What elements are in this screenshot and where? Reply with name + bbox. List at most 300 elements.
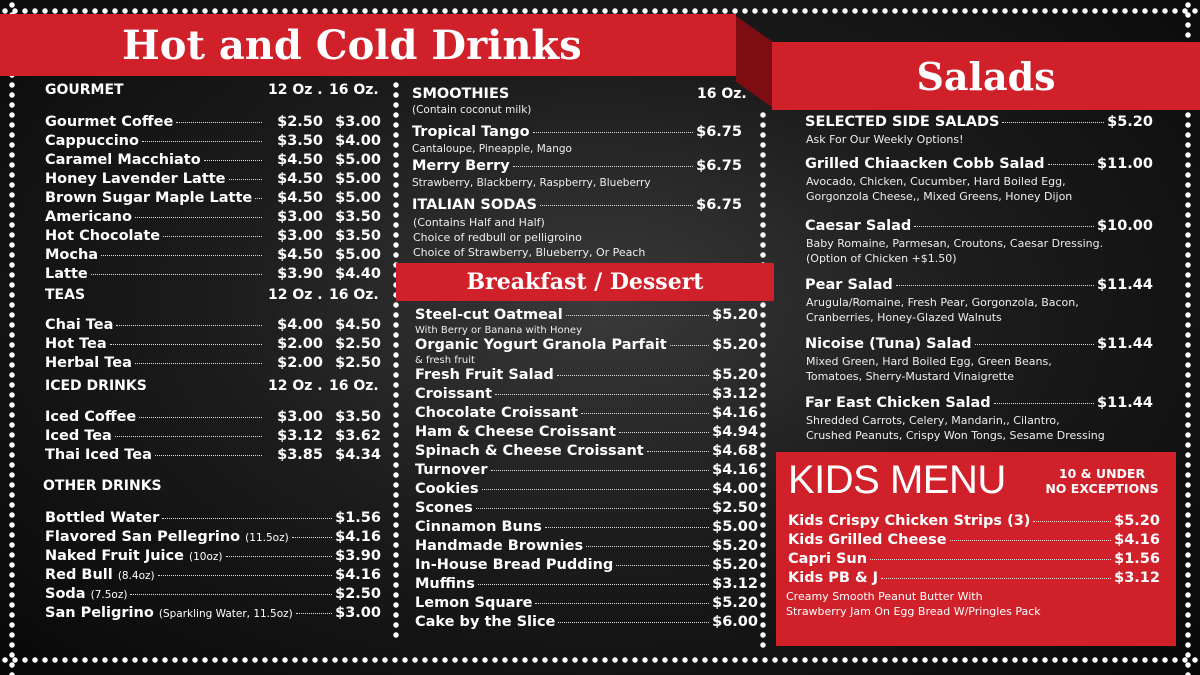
iced-size-16: 16 Oz. [329, 378, 379, 394]
leader-dots [566, 315, 709, 316]
leader-dots [616, 565, 709, 566]
salad-description: Mixed Green, Hard Boiled Egg, Green Beans, [806, 355, 1052, 368]
leader-dots [482, 489, 709, 490]
menu-item-row [415, 386, 758, 402]
salad-description: Arugula/Romaine, Fresh Pear, Gorgonzola, Bacon, [806, 296, 1079, 309]
hot-cold-drinks-banner [0, 14, 736, 76]
menu-item-row [415, 576, 758, 592]
item-name-text: Capri Sun [788, 551, 868, 567]
item-name-text: Honey Lavender Latte [45, 171, 226, 187]
menu-item-row [45, 266, 381, 282]
item-name [415, 462, 488, 478]
price-16oz: $5.00 [335, 190, 381, 206]
item-name [788, 551, 867, 567]
item-name [415, 443, 644, 459]
salad-description: (Option of Chicken +$1.50) [806, 252, 957, 265]
smoothie-description: Strawberry, Blackberry, Raspberry, Blueberry [412, 177, 651, 189]
leader-dots [914, 226, 1094, 227]
leader-dots [619, 432, 709, 433]
price: $3.12 [1114, 570, 1160, 586]
leader-dots [292, 537, 332, 538]
price: $5.20 [712, 538, 758, 554]
breakfast-banner [396, 263, 774, 301]
item-name-text: Chai Tea [45, 317, 114, 333]
item-name-text: Nicoise (Tuna) Salad [805, 336, 972, 352]
item-name [415, 481, 479, 497]
italian-sodas-line: Choice of redbull or pelligroino [413, 231, 582, 244]
menu-item-row [45, 336, 381, 352]
item-name-text: Ham & Cheese Croissant [415, 424, 616, 440]
menu-item-row [45, 209, 381, 225]
leader-dots [545, 527, 709, 528]
leader-dots [158, 575, 332, 576]
breakfast-item-description: & fresh fruit [415, 355, 475, 366]
item-size-note: (Sparkling Water, 11.5oz) [158, 608, 293, 620]
item-name [45, 336, 107, 352]
item-name-text: Caramel Macchiato [45, 152, 201, 168]
menu-item-row [805, 156, 1153, 172]
salad-description: Tomatoes, Sherry-Mustard Vinaigrette [806, 370, 1015, 383]
menu-item-row [412, 158, 742, 174]
item-name [805, 218, 911, 234]
italian-sodas-line: (Contains Half and Half) [413, 216, 545, 229]
item-name-text: Herbal Tea [45, 355, 132, 371]
italian-sodas-row [412, 197, 742, 213]
leader-dots [1048, 164, 1094, 165]
item-name [45, 209, 132, 225]
price: $4.50 [277, 247, 323, 263]
kids-age-note [1036, 466, 1168, 496]
leader-dots [296, 613, 332, 614]
bottom-dot-border [0, 655, 1200, 665]
price-16oz: $3.00 [335, 114, 381, 130]
menu-item-row [45, 409, 381, 425]
price: $1.56 [1114, 551, 1160, 567]
item-name [415, 367, 554, 383]
leader-dots [1033, 521, 1111, 522]
item-size-note: (7.5oz) [90, 589, 128, 601]
item-name-text: Handmade Brownies [415, 538, 584, 554]
price: $4.00 [277, 317, 323, 333]
menu-item-row [788, 570, 1160, 586]
leader-dots [1002, 122, 1104, 123]
breakfast-item-description: With Berry or Banana with Honey [415, 325, 582, 336]
italian-sodas-heading: ITALIAN SODAS [412, 197, 537, 213]
menu-item-row [415, 405, 758, 421]
price: $3.85 [277, 447, 323, 463]
item-name [45, 355, 132, 371]
menu-item-row [805, 114, 1153, 130]
item-name-text: Pear Salad [805, 277, 893, 293]
menu-item-row [415, 443, 758, 459]
price-16oz: $4.00 [335, 133, 381, 149]
item-name-text: Steel-cut Oatmeal [415, 307, 563, 323]
price: $2.00 [277, 355, 323, 371]
gourmet-heading: GOURMET [45, 82, 124, 98]
price: $2.50 [277, 114, 323, 130]
item-name-text: Grilled Chiaacken Cobb Salad [805, 156, 1045, 172]
price: $3.00 [335, 605, 381, 621]
menu-item-row [415, 424, 758, 440]
kids-no-exceptions: NO EXCEPTIONS [1045, 481, 1159, 496]
price-16oz: $4.40 [335, 266, 381, 282]
kids-menu-title: KIDS MENU [788, 458, 1006, 502]
leader-dots [557, 375, 709, 376]
price: $3.12 [712, 576, 758, 592]
price-16oz: $3.50 [335, 209, 381, 225]
price-16oz: $2.50 [335, 355, 381, 371]
item-name [45, 529, 289, 545]
leader-dots [91, 274, 262, 275]
item-name [415, 557, 613, 573]
price: $3.50 [277, 133, 323, 149]
item-name-text: Fresh Fruit Salad [415, 367, 554, 383]
item-name-text: Kids Grilled Cheese [788, 532, 947, 548]
item-name-text: Merry Berry [412, 158, 510, 174]
item-name [45, 247, 98, 263]
item-name-text: Croissant [415, 386, 493, 402]
smoothies-note: (Contain coconut milk) [412, 104, 532, 116]
gourmet-size-16: 16 Oz. [329, 82, 379, 98]
price: $6.00 [712, 614, 758, 630]
item-name [45, 567, 155, 583]
item-name [805, 336, 972, 352]
price-16oz: $3.50 [335, 228, 381, 244]
divider-dots-1 [391, 80, 401, 640]
menu-item-row [415, 367, 758, 383]
price: $11.44 [1097, 336, 1153, 352]
price-16oz: $4.50 [335, 317, 381, 333]
price: $1.56 [335, 510, 381, 526]
item-name-text: Soda [45, 586, 86, 602]
menu-item-row [415, 519, 758, 535]
price-16oz: $4.34 [335, 447, 381, 463]
leader-dots [495, 394, 709, 395]
price: $3.12 [277, 428, 323, 444]
menu-item-row [45, 355, 381, 371]
price: $5.20 [712, 307, 758, 323]
item-name [45, 171, 226, 187]
leader-dots [975, 344, 1094, 345]
item-name-text: Kids Crispy Chicken Strips (3) [788, 513, 1031, 529]
item-name-text: Iced Tea [45, 428, 112, 444]
menu-item-row [45, 133, 381, 149]
item-name-text: Brown Sugar Maple Latte [45, 190, 253, 206]
item-name-text: Chocolate Croissant [415, 405, 579, 421]
item-name [805, 277, 893, 293]
menu-item-row [415, 614, 758, 630]
item-size-note: (11.5oz) [245, 532, 289, 544]
gourmet-size-12: 12 Oz . [268, 82, 323, 98]
item-name [415, 386, 492, 402]
price: $4.00 [712, 481, 758, 497]
price: $4.16 [712, 462, 758, 478]
menu-item-row [45, 529, 381, 545]
menu-item-row [805, 218, 1153, 234]
item-name-text: Hot Tea [45, 336, 107, 352]
menu-item-row [45, 567, 381, 583]
item-name-text: Organic Yogurt Granola Parfait [415, 337, 667, 353]
item-name [412, 158, 510, 174]
left-dot-border [7, 0, 17, 675]
italian-sodas-line: Choice of Strawberry, Blueberry, Or Peach [413, 246, 646, 259]
price: $4.16 [335, 567, 381, 583]
leader-dots [226, 556, 333, 557]
price: $3.00 [277, 209, 323, 225]
item-name [805, 395, 991, 411]
leader-dots [115, 436, 262, 437]
item-name-text: Naked Fruit Juice [45, 548, 184, 564]
item-name-text: Flavored San Pellegrino [45, 529, 241, 545]
menu-item-row [415, 595, 758, 611]
other-drinks-heading: OTHER DRINKS [43, 478, 162, 494]
price-16oz: $3.50 [335, 409, 381, 425]
leader-dots [870, 559, 1111, 560]
kids-note-line: Creamy Smooth Peanut Butter With [786, 590, 983, 603]
item-name-text: Cookies [415, 481, 479, 497]
leader-dots [647, 451, 709, 452]
divider-dots-2 [758, 110, 768, 650]
smoothies-heading: SMOOTHIES [412, 86, 510, 102]
smoothie-description: Cantaloupe, Pineapple, Mango [412, 143, 572, 155]
item-name-text: Cake by the Slice [415, 614, 556, 630]
price: $6.75 [696, 158, 742, 174]
menu-item-row [415, 307, 758, 323]
menu-item-row [45, 447, 381, 463]
item-name [45, 605, 293, 621]
menu-item-row [45, 190, 381, 206]
item-name [415, 519, 542, 535]
item-name [415, 576, 475, 592]
leader-dots [139, 417, 262, 418]
item-name-text: SELECTED SIDE SALADS [805, 114, 1000, 130]
leader-dots [670, 345, 709, 346]
price: $4.50 [277, 190, 323, 206]
item-name-text: Red Bull [45, 567, 113, 583]
price: $6.75 [696, 124, 742, 140]
item-name [415, 614, 555, 630]
item-name-text: Hot Chocolate [45, 228, 161, 244]
salad-description: Baby Romaine, Parmesan, Croutons, Caesar Dressing. [806, 237, 1104, 250]
menu-item-row [45, 152, 381, 168]
menu-item-row [45, 247, 381, 263]
item-size-note: (10oz) [189, 551, 223, 563]
item-name [415, 405, 578, 421]
item-name [45, 447, 152, 463]
item-name [412, 124, 530, 140]
leader-dots [162, 518, 332, 519]
menu-item-row [412, 124, 742, 140]
leader-dots [896, 285, 1094, 286]
item-name [788, 513, 1030, 529]
price: $10.00 [1097, 218, 1153, 234]
iced-size-12: 12 Oz . [268, 378, 323, 394]
price: $5.20 [1107, 114, 1153, 130]
item-name [45, 266, 88, 282]
leader-dots [540, 205, 693, 206]
menu-item-row [805, 395, 1153, 411]
salads-title: Salads [916, 53, 1056, 99]
item-name [788, 570, 878, 586]
item-name [788, 532, 947, 548]
menu-item-row [45, 510, 381, 526]
item-name-text: Thai Iced Tea [45, 447, 152, 463]
leader-dots [558, 622, 709, 623]
price: $4.16 [1114, 532, 1160, 548]
item-size-note: (8.4oz) [117, 570, 155, 582]
item-name [805, 156, 1045, 172]
item-name [45, 409, 136, 425]
item-name-text: Mocha [45, 247, 99, 263]
item-name-text: Latte [45, 266, 88, 282]
leader-dots [155, 455, 262, 456]
menu-item-row [788, 551, 1160, 567]
item-name [45, 114, 173, 130]
price: $3.00 [277, 409, 323, 425]
item-name-text: Far East Chicken Salad [805, 395, 991, 411]
item-name-text: Cinnamon Buns [415, 519, 542, 535]
price: $5.20 [712, 595, 758, 611]
salads-banner [772, 42, 1200, 110]
leader-dots [176, 122, 262, 123]
item-name [45, 152, 201, 168]
leader-dots [476, 508, 709, 509]
menu-item-row [45, 586, 381, 602]
item-name [805, 114, 999, 130]
price: $4.50 [277, 171, 323, 187]
price: $3.90 [277, 266, 323, 282]
salad-description: Shredded Carrots, Celery, Mandarin,, Cilantro, [806, 414, 1060, 427]
price: $5.20 [712, 367, 758, 383]
item-name [45, 586, 127, 602]
smoothies-size: 16 Oz. [697, 86, 747, 102]
menu-item-row [415, 462, 758, 478]
leader-dots [513, 166, 693, 167]
leader-dots [163, 236, 262, 237]
salad-description: Ask For Our Weekly Options! [806, 133, 964, 146]
menu-item-row [788, 513, 1160, 529]
teas-size-16: 16 Oz. [329, 287, 379, 303]
leader-dots [204, 160, 262, 161]
leader-dots [142, 141, 262, 142]
item-name [415, 500, 473, 516]
menu-item-row [415, 538, 758, 554]
iced-heading: ICED DRINKS [45, 378, 147, 394]
leader-dots [130, 594, 332, 595]
leader-dots [950, 540, 1112, 541]
item-name-text: Muffins [415, 576, 475, 592]
menu-item-row [415, 500, 758, 516]
price-16oz: $2.50 [335, 336, 381, 352]
price: $2.50 [712, 500, 758, 516]
leader-dots [581, 413, 709, 414]
menu-item-row [45, 605, 381, 621]
salad-description: Cranberries, Honey-Glazed Walnuts [806, 311, 1002, 324]
price-16oz: $5.00 [335, 152, 381, 168]
kids-note-line: Strawberry Jam On Egg Bread W/Pringles Pack [786, 605, 1041, 618]
leader-dots [135, 217, 262, 218]
item-name-text: Gourmet Coffee [45, 114, 174, 130]
item-name-text: Kids PB & J [788, 570, 879, 586]
hot-cold-drinks-title: Hot and Cold Drinks [122, 21, 582, 69]
leader-dots [535, 603, 709, 604]
menu-item-row [415, 481, 758, 497]
price-16oz: $3.62 [335, 428, 381, 444]
leader-dots [478, 584, 709, 585]
price: $5.00 [712, 519, 758, 535]
price: $3.12 [712, 386, 758, 402]
price: $5.20 [1114, 513, 1160, 529]
menu-item-row [45, 317, 381, 333]
price: $11.44 [1097, 395, 1153, 411]
item-name [45, 190, 252, 206]
leader-dots [229, 179, 262, 180]
teas-size-12: 12 Oz . [268, 287, 323, 303]
leader-dots [135, 363, 262, 364]
item-name [415, 307, 563, 323]
leader-dots [255, 198, 262, 199]
teas-heading: TEAS [45, 287, 86, 303]
salad-description: Gorgonzola Cheese,, Mixed Greens, Honey Dijon [806, 190, 1073, 203]
price: $4.68 [712, 443, 758, 459]
price-16oz: $5.00 [335, 247, 381, 263]
item-name-text: Spinach & Cheese Croissant [415, 443, 644, 459]
leader-dots [994, 403, 1094, 404]
price: $2.00 [277, 336, 323, 352]
leader-dots [533, 132, 693, 133]
item-name [45, 228, 160, 244]
menu-item-row [788, 532, 1160, 548]
price: $5.20 [712, 337, 758, 353]
item-name-text: Tropical Tango [412, 124, 530, 140]
salad-description: Crushed Peanuts, Crispy Won Tongs, Sesame Dressing [806, 429, 1105, 442]
item-name-text: Caesar Salad [805, 218, 912, 234]
item-name [45, 548, 223, 564]
menu-item-row [45, 428, 381, 444]
menu-item-row [805, 336, 1153, 352]
item-name-text: Cappuccino [45, 133, 139, 149]
price: $3.00 [277, 228, 323, 244]
item-name-text: San Peligrino [45, 605, 154, 621]
leader-dots [586, 546, 709, 547]
menu-item-row [45, 548, 381, 564]
price: $2.50 [335, 586, 381, 602]
menu-item-row [45, 171, 381, 187]
italian-sodas-price: $6.75 [696, 197, 742, 213]
price: $3.90 [335, 548, 381, 564]
kids-age-limit: 10 & UNDER [1058, 466, 1146, 481]
leader-dots [101, 255, 262, 256]
item-name [45, 428, 112, 444]
item-name [415, 595, 532, 611]
price: $4.94 [712, 424, 758, 440]
price: $4.16 [335, 529, 381, 545]
price: $11.00 [1097, 156, 1153, 172]
leader-dots [116, 325, 262, 326]
item-name [45, 133, 139, 149]
leader-dots [110, 344, 262, 345]
item-name [415, 337, 667, 353]
item-name [415, 424, 616, 440]
item-name-text: Iced Coffee [45, 409, 137, 425]
price: $5.20 [712, 557, 758, 573]
salad-description: Avocado, Chicken, Cucumber, Hard Boiled Egg, [806, 175, 1066, 188]
breakfast-title: Breakfast / Dessert [466, 269, 704, 295]
price: $4.16 [712, 405, 758, 421]
item-name-text: Bottled Water [45, 510, 160, 526]
item-name [45, 317, 113, 333]
menu-item-row [415, 557, 758, 573]
